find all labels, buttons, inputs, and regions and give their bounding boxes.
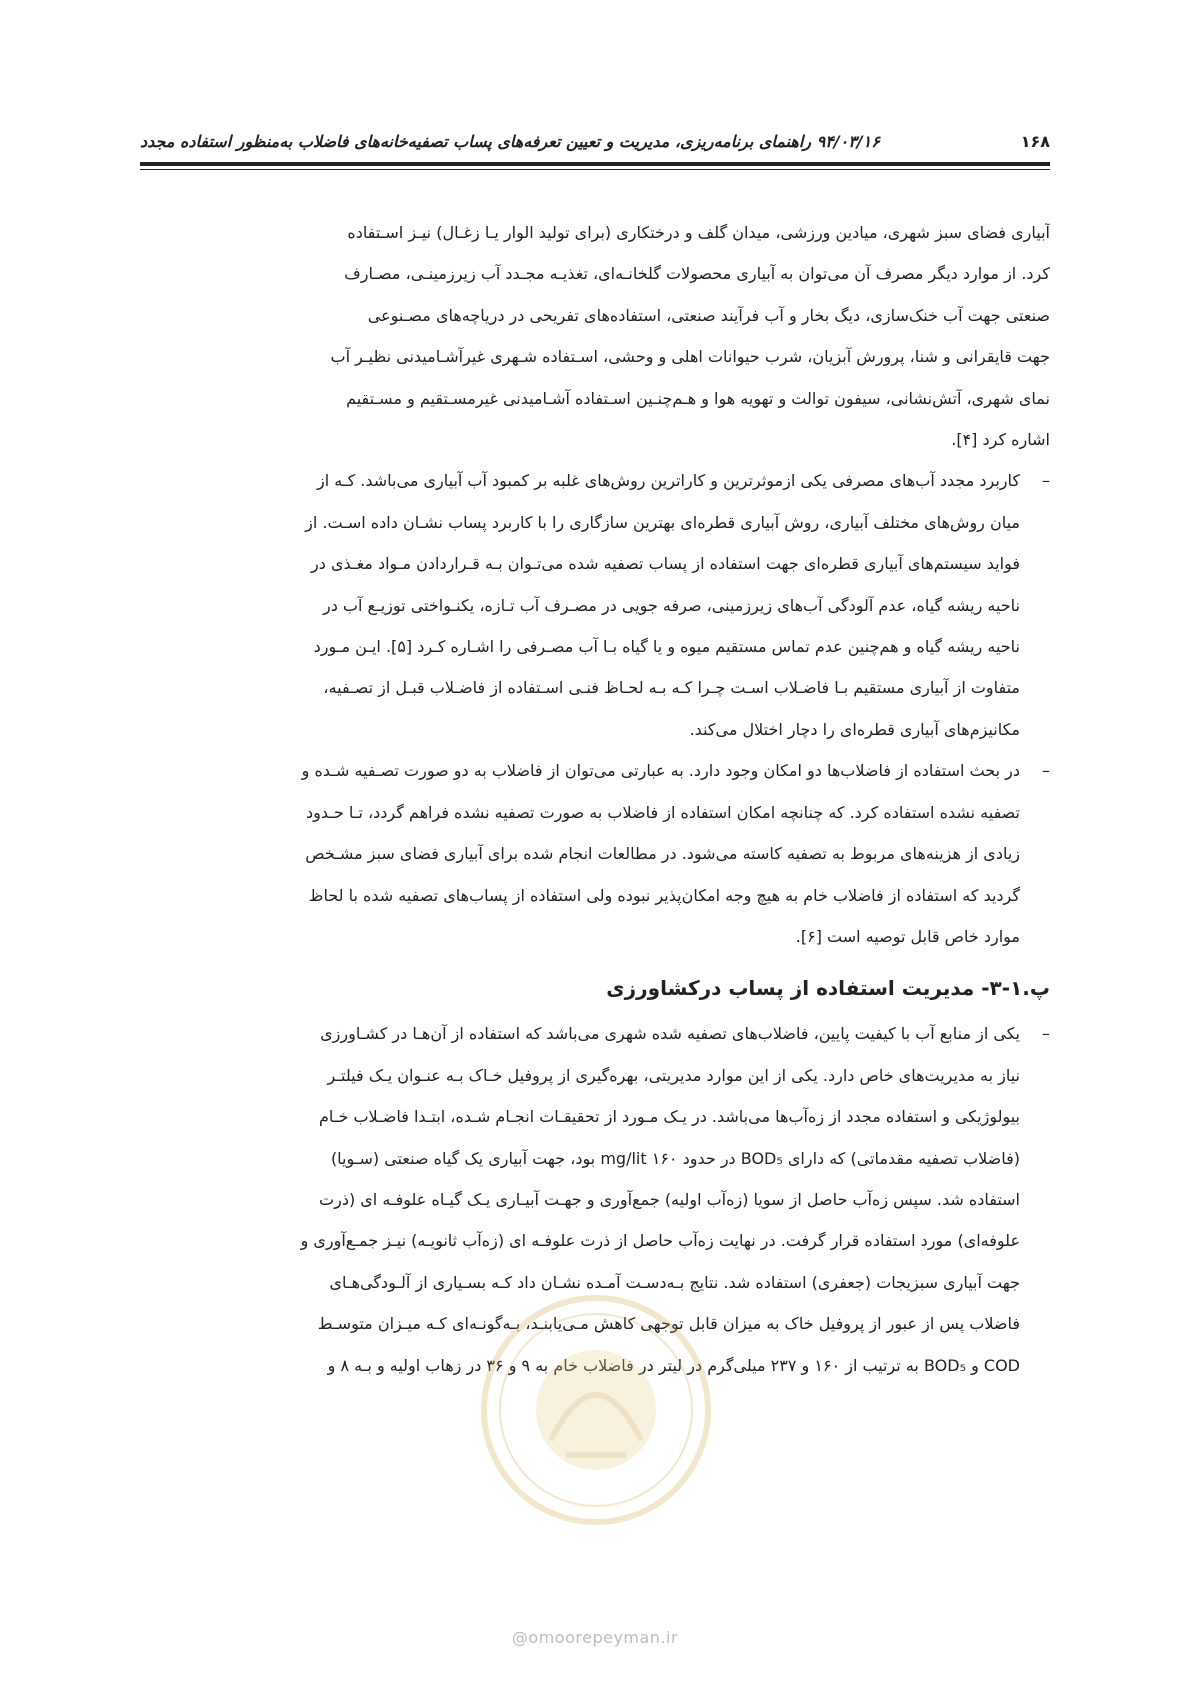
page-number: ۱۶۸ (1020, 132, 1050, 151)
text-line: (فاضلاب تصفیه مقدماتی) که دارای BOD₅ در حدود ۱۶۰ mg/lit بود، جهت آبیاری یک گیاه صنعتی (سـویا) (330, 1148, 1020, 1168)
watermark-seal-icon (476, 1290, 716, 1530)
text-line: جهت آبیاری سبزیجات (جعفری) استفاده شد. نتایج بـه‌دسـت آمـده نشـان داد کـه بسـیاری از آلـودگی‌هـای (329, 1272, 1020, 1292)
bullet-wastewater-options (140, 750, 1050, 957)
text-line: ناحیه ریشه گیاه و هم‌چنین عدم تماس مستقیم میوه و یا گیاه بـا آب مصـرفی را اشـاره کـرد [۵]. ایـن مـورد (313, 637, 1020, 657)
body-text (140, 212, 1050, 1386)
text-line: COD و BOD₅ به ترتیب از ۱۶۰ و ۲۳۷ میلی‌گرم در لیتر در فاضلاب خام به ۹ و ۳۶ در زهاب اولیه و بـه ۸ و (327, 1355, 1020, 1375)
bullet-marker: – (1042, 471, 1050, 491)
text-line: زیادی از هزینه‌های مربوط به تصفیه کاسته می‌شود. در مطالعات انجام شده برای آبیاری فضای سبز مشـخص (305, 844, 1020, 864)
text-line: مکانیزم‌های آبیاری قطره‌ای را دچار اختلال می‌کند. (689, 719, 1020, 739)
bullet-marker: – (1042, 761, 1050, 781)
section-heading: پ.۱-۳- مدیریت استفاده از پساب درکشاورزی (606, 976, 1050, 1001)
text-line: موارد خاص قابل توصیه است [۶]. (795, 926, 1020, 946)
running-title: ۹۴/۰۳/۱۶ راهنمای برنامه‌ریزی، مدیریت و تعیین تعرفه‌های پساب تصفیه‌خانه‌های فاضلاب به‌منظور استفاده مجدد (140, 132, 880, 151)
text-line: جهت قایقرانی و شنا، پرورش آبزیان، شرب حیوانات اهلی و وحشی، اسـتفاده شـهری غیرآشـامیدنی نظیـر آب (330, 347, 1050, 367)
text-line: گردید که استفاده از فاضلاب خام به هیچ وجه امکان‌پذیر نبوده ولی استفاده از پساب‌های تصفیه شده با لحاظ (308, 885, 1020, 905)
text-line: تصفیه نشده استفاده کرد. که چنانچه امکان استفاده از فاضلاب به صورت تصفیه نشده فراهم گردد، تـا حـدود (306, 802, 1020, 822)
text-line: نیاز به مدیریت‌های خاص دارد. یکی از این موارد مدیریتی، بهره‌گیری از پروفیل خـاک بـه عنـوان یـک فیلتـر (327, 1065, 1020, 1085)
header-rule-thick (140, 162, 1050, 166)
bullet-marker: – (1042, 1024, 1050, 1044)
text-line: کاربرد مجدد آب‌های مصرفی یکی ازموثرترین و کاراترین روش‌های غلبه بر کمبود آب آبیاری می‌باشد. کـه از (317, 471, 1020, 491)
text-line: میان روش‌های مختلف آبیاری، روش آبیاری قطره‌ای بهترین سازگاری را با کاربرد پساب نشـان داده اسـت. از (305, 512, 1020, 532)
text-line: نمای شهری، آتش‌نشانی، سیفون توالت و تهویه هوا و هـم‌چنـین اسـتفاده آشـامیدنی غیرمسـتقیم و مسـتقیم (346, 388, 1050, 408)
text-line: آبیاری فضای سبز شهری، میادین ورزشی، میدان گلف و درختکاری (برای تولید الوار یـا زغـال) نیـز اسـتفاده (347, 223, 1050, 242)
header-rule-thin (140, 169, 1050, 170)
bullet-drip-irrigation (140, 460, 1050, 750)
text-line: صنعتی جهت آب خنک‌سازی، دیگ بخار و آب فرآیند صنعتی، استفاده‌های تفریحی در دریاچه‌های مصـنوعی (367, 305, 1050, 325)
text-line: علوفه‌ای) مورد استفاده قرار گرفت. در نهایت زه‌آب حاصل از ذرت علوفـه ای (زه‌آب ثانویـه) نیـز جمـع‌آوری و (300, 1231, 1020, 1251)
text-line: فواید سیستم‌های آبیاری قطره‌ای جهت استفاده از پساب تصفیه شده می‌تـوان بـه قـراردادن مـواد مغـذی در (311, 554, 1020, 574)
text-line: اشاره کرد [۴]. (951, 430, 1050, 450)
text-line: متفاوت از آبیاری مستقیم بـا فاضـلاب اسـت چـرا کـه بـه لحـاظ فنـی اسـتفاده از فاضـلاب قبـل از تصـفیه، (323, 678, 1020, 698)
text-line: استفاده شد. سپس زه‌آب حاصل از سویا (زه‌آب اولیه) جمع‌آوری و جهـت آبیـاری یـک گیـاه علوفـه ای (ذرت (319, 1189, 1020, 1209)
text-line: یکی از منابع آب با کیفیت پایین، فاضلاب‌های تصفیه شده شهری می‌باشد که استفاده از آن‌هـا در کشـاورزی (320, 1024, 1020, 1044)
text-line: در بحث استفاده از فاضلاب‌ها دو امکان وجود دارد. به عبارتی می‌توان از فاضلاب به دو صورت تصـفیه شـده و (301, 761, 1020, 781)
running-header (140, 128, 1050, 158)
intro-paragraph (140, 212, 1050, 460)
text-line: کرد. از موارد دیگر مصرف آن می‌توان به آبیاری محصولات گلخانـه‌ای، تغذیـه مجـدد آب زیرزمینـی، مصـارف (344, 264, 1050, 284)
text-line: ناحیه ریشه گیاه، عدم آلودگی آب‌های زیرزمینی، صرفه جویی در مصـرف آب تـازه، یکنـواختی توزیـع آب در (322, 595, 1020, 615)
text-line: فاضلاب پس از عبور از پروفیل خاک به میزان قابل توجهی کاهش مـی‌یابنـد، بـه‌گونـه‌ای کـه میـزان متوسـط (317, 1314, 1020, 1334)
watermark-url: @omoorepeyman.ir (511, 1628, 679, 1647)
text-line: بیولوژیکی و استفاده مجدد از زه‌آب‌ها می‌باشد. در یـک مـورد از تحقیقـات انجـام شـده، ابتـدا فاضـلاب خـام (319, 1107, 1020, 1127)
